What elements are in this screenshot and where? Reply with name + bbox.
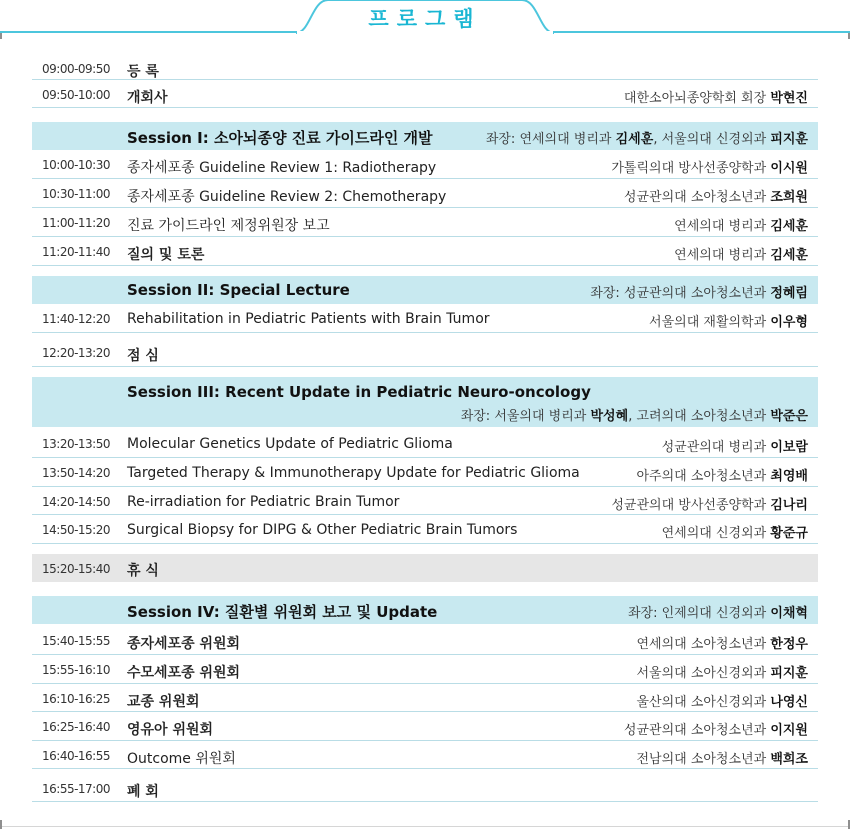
row-time: 10:30-11:00 bbox=[42, 187, 110, 201]
speaker-affiliation: 아주의대 소아청소년과 bbox=[636, 469, 771, 484]
session-title: Session IV: 질환별 위원회 보고 및 Update bbox=[127, 603, 438, 621]
speaker-name: 한정우 bbox=[770, 637, 808, 652]
row-title: Outcome 위원회 bbox=[127, 751, 236, 767]
speaker-affiliation: 연세의대 병리과 bbox=[674, 219, 771, 234]
speaker bbox=[674, 215, 808, 234]
row-time: 11:00-11:20 bbox=[42, 216, 110, 230]
program-row bbox=[32, 237, 818, 266]
program-row bbox=[32, 655, 818, 684]
speaker-name: 이우형 bbox=[770, 315, 808, 330]
row-time: 13:20-13:50 bbox=[42, 437, 110, 451]
chair-mid: , 고려의대 소아청소년과 bbox=[628, 409, 771, 424]
session-chair bbox=[461, 405, 808, 424]
program-row bbox=[32, 487, 818, 515]
chair-name: 정혜림 bbox=[770, 286, 808, 301]
speaker bbox=[649, 311, 808, 330]
session-header bbox=[32, 122, 818, 150]
row-time: 12:20-13:20 bbox=[42, 346, 110, 360]
speaker-affiliation: 연세의대 병리과 bbox=[674, 248, 771, 263]
speaker-name: 피지훈 bbox=[770, 666, 808, 681]
program-row bbox=[32, 208, 818, 237]
footer-rule bbox=[0, 826, 850, 827]
row-title: Rehabilitation in Pediatric Patients with Brain Tumor bbox=[127, 311, 490, 327]
row-title: 휴 식 bbox=[127, 563, 159, 579]
row-time: 10:00-10:30 bbox=[42, 158, 110, 172]
row-time: 16:55-17:00 bbox=[42, 782, 110, 796]
row-title: 개회사 bbox=[127, 90, 168, 106]
session-chair bbox=[486, 128, 808, 147]
program-row bbox=[32, 626, 818, 655]
speaker-affiliation: 연세의대 신경외과 bbox=[661, 526, 771, 541]
chair-prefix: 좌장: 인제의대 신경외과 bbox=[627, 606, 771, 621]
row-time: 16:10-16:25 bbox=[42, 692, 110, 706]
row-time: 15:55-16:10 bbox=[42, 663, 110, 677]
speaker bbox=[636, 662, 808, 681]
speaker bbox=[636, 691, 808, 710]
row-time: 11:20-11:40 bbox=[42, 245, 110, 259]
speaker bbox=[662, 522, 808, 541]
speaker-affiliation: 연세의대 소아청소년과 bbox=[636, 637, 771, 652]
program-row bbox=[32, 712, 818, 741]
row-title: 종자세포종 위원회 bbox=[127, 636, 241, 652]
speaker-affiliation: 가톨릭의대 방사선종양학과 bbox=[611, 161, 771, 176]
row-time: 15:20-15:40 bbox=[42, 562, 110, 576]
program-row bbox=[32, 59, 818, 80]
row-time: 09:50-10:00 bbox=[42, 88, 110, 102]
row-time: 16:25-16:40 bbox=[42, 720, 110, 734]
program-row bbox=[32, 80, 818, 108]
row-title: Re-irradiation for Pediatric Brain Tumor bbox=[127, 494, 400, 510]
program-row bbox=[32, 458, 818, 487]
program-row-break bbox=[32, 554, 818, 582]
row-time: 16:40-16:55 bbox=[42, 749, 110, 763]
speaker-name: 조희원 bbox=[770, 190, 808, 205]
session-title: Session I: 소아뇌종양 진료 가이드라인 개발 bbox=[127, 129, 433, 147]
chair-name: 피지훈 bbox=[770, 132, 808, 147]
chair-prefix: 좌장: 서울의대 병리과 bbox=[460, 409, 591, 424]
speaker bbox=[636, 633, 808, 652]
session-header bbox=[32, 276, 818, 304]
program-title-tab bbox=[296, 0, 554, 33]
speaker-affiliation: 울산의대 소아신경외과 bbox=[636, 695, 771, 710]
speaker-name: 황준규 bbox=[770, 526, 808, 541]
speaker-name: 김나리 bbox=[770, 498, 808, 513]
chair-name: 이채혁 bbox=[770, 606, 808, 621]
speaker-affiliation: 성균관의대 소아청소년과 bbox=[623, 190, 771, 205]
row-title: 점 심 bbox=[127, 348, 159, 364]
chair-prefix: 좌장: 성균관의대 소아청소년과 bbox=[590, 286, 771, 301]
program-row bbox=[32, 769, 818, 802]
row-title: Targeted Therapy & Immunotherapy Update for Pediatric Glioma bbox=[127, 465, 580, 481]
speaker-name: 김세훈 bbox=[770, 248, 808, 263]
row-time: 14:20-14:50 bbox=[42, 495, 110, 509]
row-title: 영유아 위원회 bbox=[127, 722, 214, 738]
speaker-affiliation: 서울의대 소아신경외과 bbox=[636, 666, 771, 681]
session-chair bbox=[628, 602, 808, 621]
session-header bbox=[32, 377, 818, 427]
row-title: 수모세포종 위원회 bbox=[127, 665, 241, 681]
speaker bbox=[636, 465, 808, 484]
speaker bbox=[624, 719, 808, 738]
speaker bbox=[674, 244, 808, 263]
chair-name: 김세훈 bbox=[615, 132, 654, 147]
speaker-affiliation: 서울의대 재활의학과 bbox=[649, 315, 771, 330]
row-time: 11:40-12:20 bbox=[42, 312, 110, 326]
speaker-name: 김세훈 bbox=[770, 219, 808, 234]
row-time: 15:40-15:55 bbox=[42, 634, 110, 648]
speaker bbox=[624, 186, 808, 205]
row-title: 교종 위원회 bbox=[127, 694, 200, 710]
row-title: 질의 및 토론 bbox=[127, 247, 205, 263]
speaker-affiliation: 전남의대 소아청소년과 bbox=[636, 752, 771, 767]
chair-name: 박준은 bbox=[770, 409, 808, 424]
corner-tick bbox=[0, 33, 2, 39]
row-title: Surgical Biopsy for DIPG & Other Pediatric Brain Tumors bbox=[127, 522, 518, 538]
speaker-name: 이보람 bbox=[770, 440, 808, 455]
speaker bbox=[611, 494, 808, 513]
speaker-name: 최영배 bbox=[770, 469, 808, 484]
speaker-affiliation: 성균관의대 병리과 bbox=[661, 440, 771, 455]
program-row bbox=[32, 684, 818, 712]
session-chair bbox=[590, 282, 808, 301]
speaker-name: 나영신 bbox=[770, 695, 808, 710]
session-title: Session III: Recent Update in Pediatric Neuro-oncology bbox=[127, 383, 591, 401]
speaker bbox=[624, 87, 808, 106]
speaker-name: 백희조 bbox=[770, 752, 808, 767]
speaker-affiliation: 성균관의대 방사선종양학과 bbox=[611, 498, 771, 513]
row-time: 09:00-09:50 bbox=[42, 62, 110, 76]
row-time: 14:50-15:20 bbox=[42, 523, 110, 537]
speaker bbox=[636, 748, 808, 767]
speaker-affiliation: 성균관의대 소아청소년과 bbox=[623, 723, 771, 738]
program-row bbox=[32, 150, 818, 179]
program-row bbox=[32, 429, 818, 458]
chair-prefix: 좌장: 연세의대 병리과 bbox=[485, 132, 616, 147]
program-row bbox=[32, 179, 818, 208]
row-title: 폐 회 bbox=[127, 784, 159, 800]
speaker-name: 이지원 bbox=[770, 723, 808, 738]
session-title: Session II: Special Lecture bbox=[127, 281, 350, 299]
row-time: 13:50-14:20 bbox=[42, 466, 110, 480]
page-title: 프로그램 bbox=[368, 7, 482, 31]
program-row bbox=[32, 741, 818, 769]
row-title: 진료 가이드라인 제정위원장 보고 bbox=[127, 218, 330, 234]
row-title: 종자세포종 Guideline Review 2: Chemotherapy bbox=[127, 189, 447, 205]
program-row bbox=[32, 333, 818, 367]
corner-tick bbox=[0, 820, 2, 829]
row-title: 등 록 bbox=[127, 64, 159, 80]
chair-mid: , 서울의대 신경외과 bbox=[653, 132, 771, 147]
chair-name: 박성혜 bbox=[590, 409, 629, 424]
speaker bbox=[611, 157, 808, 176]
row-title: Molecular Genetics Update of Pediatric Glioma bbox=[127, 436, 453, 452]
speaker-name: 박현진 bbox=[770, 91, 808, 106]
session-header bbox=[32, 596, 818, 624]
speaker-name: 이시원 bbox=[770, 161, 808, 176]
speaker bbox=[662, 436, 808, 455]
row-title: 종자세포종 Guideline Review 1: Radiotherapy bbox=[127, 160, 437, 176]
speaker-affiliation: 대한소아뇌종양학회 회장 bbox=[623, 91, 771, 106]
program-row bbox=[32, 515, 818, 544]
program-row bbox=[32, 304, 818, 333]
